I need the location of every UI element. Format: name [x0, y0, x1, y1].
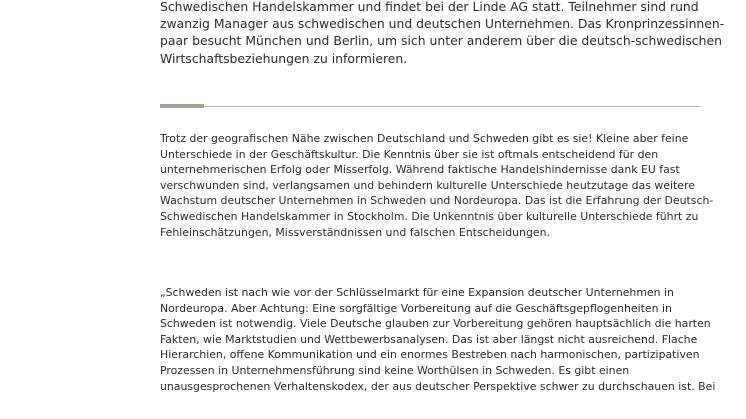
paragraph-line: Nordeuropa. Aber Achtung: Eine sorgfältige Vorbereitung auf die Geschäftsgepflogenheiten in [160, 301, 672, 315]
intro-paragraph [160, 0, 725, 67]
intro-line: Wirtschaftsbeziehungen zu informieren. [160, 50, 408, 66]
article-paragraph-1 [160, 131, 720, 240]
intro-line: Schwedischen Handelskammer und findet bei der Linde AG statt. Teilnehmer sind rund [160, 0, 699, 14]
section-divider [160, 104, 701, 108]
paragraph-line: Fakten, wie Marktstudien und Wettbewerbsanalysen. Das ist aber längst nicht ausreichend. Flache [160, 332, 698, 346]
paragraph-line: Hierarchien, offene Kommunikation und ein enormes Bestreben nach harmonischen, partizipativen [160, 348, 700, 362]
paragraph-line: Prozessen in Unternehmensführung sind keine Worthülsen in Schweden. Es gibt einen [160, 363, 630, 377]
paragraph-line: verschwunden sind, verlangsamen und behindern kulturelle Unterschiede heutzutage das weitere [160, 178, 695, 192]
paragraph-line: unternehmerischen Erfolg oder Misserfolg. Während faktische Handelshindernisse dank EU fast [160, 163, 680, 177]
paragraph-line: Unterschiede in der Geschäftskultur. Die Kenntnis über sie ist oftmals entscheidend für den [160, 147, 659, 161]
paragraph-line: Wachstum deutscher Unternehmen in Schweden und Nordeuropa. Das ist die Erfahrung der Deutsch- [160, 194, 714, 208]
paragraph-line: Fehleinschätzungen, Missverständnissen und falschen Entscheidungen. [160, 225, 550, 239]
divider-line [160, 106, 701, 107]
paragraph-line: Schweden ist notwendig. Viele Deutsche glauben zur Vorbereitung gehören hauptsächlich die harten [160, 317, 711, 331]
paragraph-line: Trotz der geografischen Nähe zwischen Deutschland und Schweden gibt es sie! Kleine aber feine [160, 132, 689, 145]
paragraph-line: Schwedischen Handelskammer in Stockholm. Die Unkenntnis über kulturelle Unterschiede führt zu [160, 209, 699, 223]
article-paragraph-2 [160, 285, 720, 394]
divider-accent [160, 104, 204, 108]
paragraph-line: „Schweden ist nach wie vor der Schlüsselmarkt für eine Expansion deutscher Unternehmen in [160, 286, 674, 299]
paragraph-line: unausgesprochenen Verhaltenskodex, der aus deutscher Perspektive schwer zu durchschauen ist. Bei [160, 379, 716, 393]
intro-line: zwanzig Manager aus schwedischen und deutschen Unternehmen. Das Kronprinzessinnen- [160, 16, 725, 32]
intro-line: paar besucht München und Berlin, um sich unter anderem über die deutsch-schwedischen [160, 33, 722, 49]
